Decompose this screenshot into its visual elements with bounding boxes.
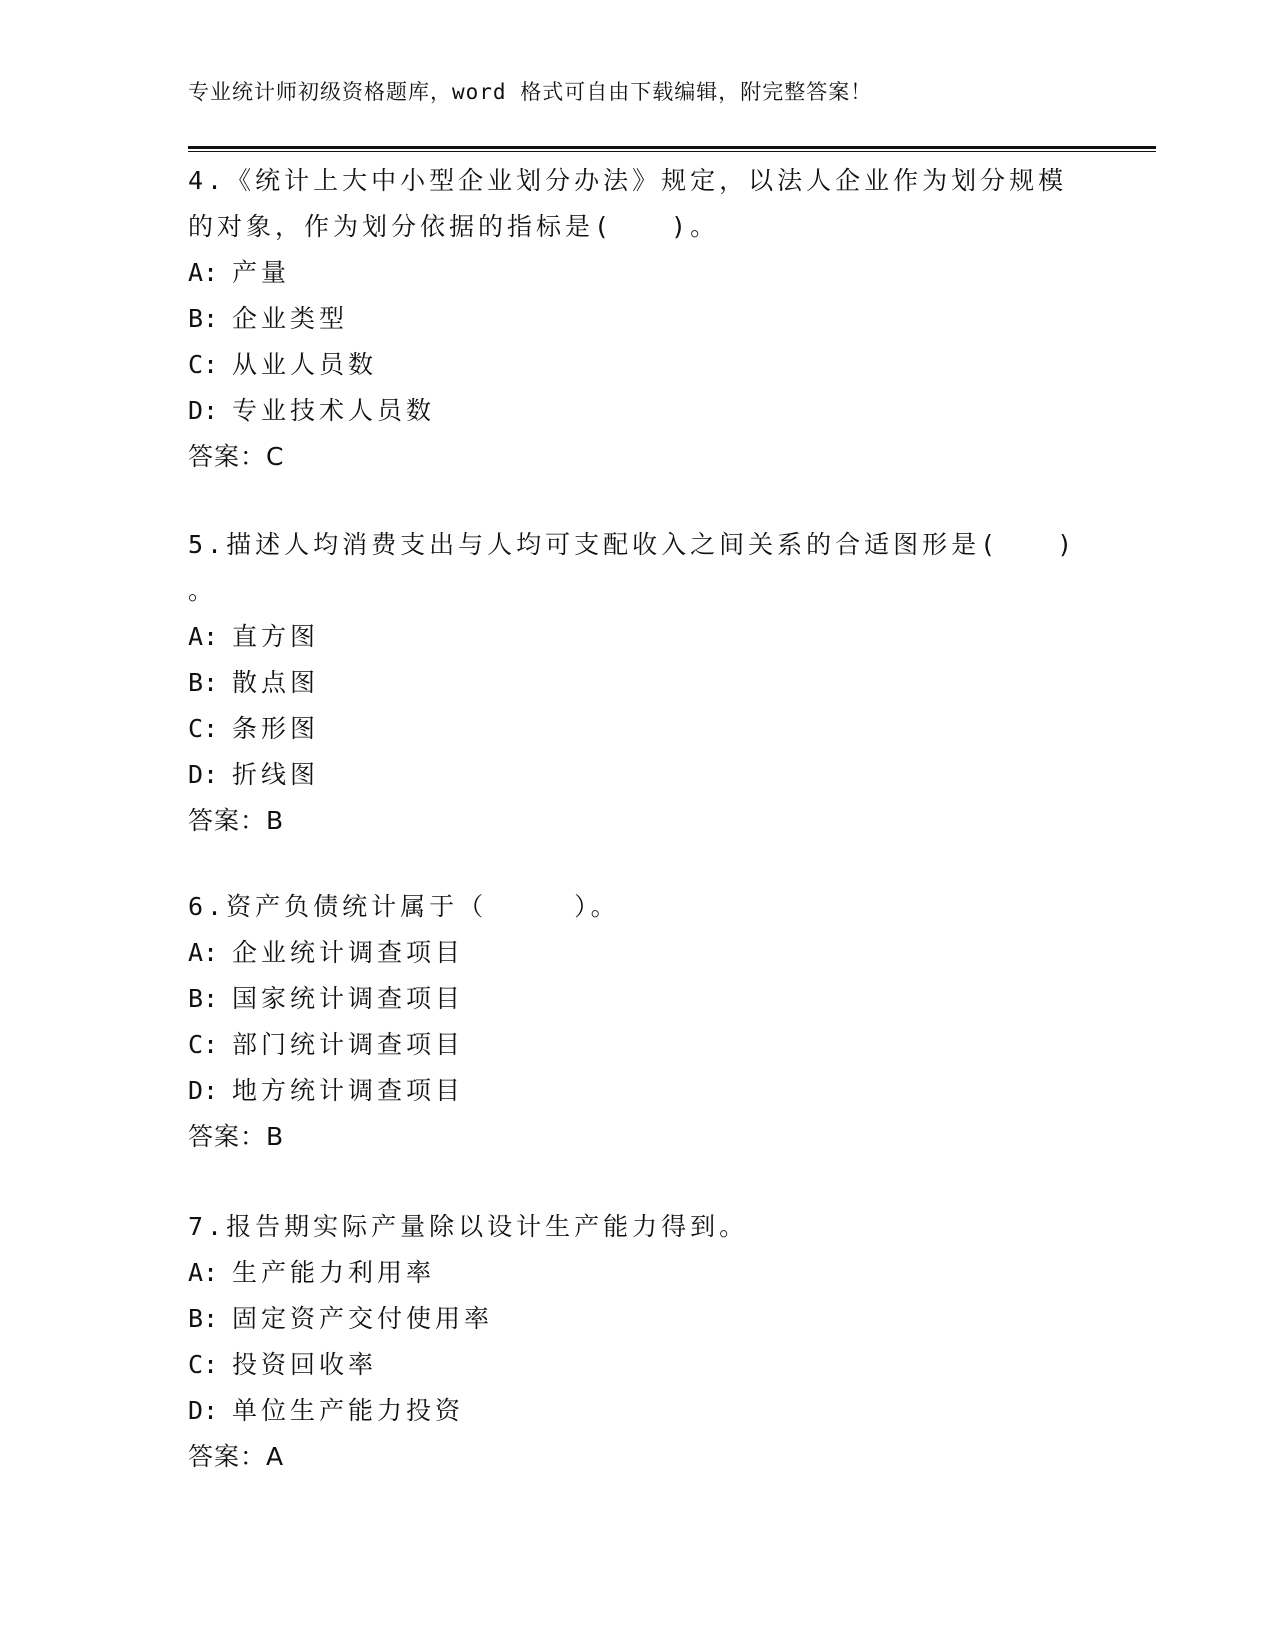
question-text-line: 7.报告期实际产量除以设计生产能力得到。 [188, 1212, 749, 1241]
option-key: A: [188, 258, 219, 287]
question-6 [188, 884, 1088, 1160]
option-a [188, 614, 1088, 660]
option-key: D: [188, 1076, 219, 1105]
option-c [188, 706, 1088, 752]
question-4 [188, 158, 1088, 480]
option-c [188, 1022, 1088, 1068]
option-d [188, 1068, 1088, 1114]
option-text: 国家统计调查项目 [232, 984, 465, 1013]
answer [188, 1434, 1088, 1480]
option-text: 从业人员数 [232, 350, 378, 379]
option-key: B: [188, 984, 219, 1013]
option-key: C: [188, 714, 219, 743]
header-divider-thick [188, 146, 1156, 149]
answer-label: 答案： [188, 1122, 267, 1151]
option-c [188, 342, 1088, 388]
option-key: B: [188, 304, 219, 333]
option-key: D: [188, 396, 219, 425]
question-text-line: 的对象，作为划分依据的指标是( )。 [188, 212, 720, 241]
option-d [188, 1388, 1088, 1434]
option-text: 生产能力利用率 [232, 1258, 436, 1287]
option-text: 投资回收率 [232, 1350, 378, 1379]
answer-value: B [266, 806, 285, 835]
option-text: 企业类型 [232, 304, 349, 333]
question-text-line: 6.资产负债统计属于（ ）。 [188, 892, 620, 921]
option-key: B: [188, 1304, 219, 1333]
option-a [188, 250, 1088, 296]
option-b [188, 1296, 1088, 1342]
option-key: C: [188, 1030, 219, 1059]
option-d [188, 752, 1088, 798]
option-text: 条形图 [232, 714, 320, 743]
option-text: 部门统计调查项目 [232, 1030, 465, 1059]
question-text-line: 4.《统计上大中小型企业划分办法》规定，以法人企业作为划分规模 [188, 166, 1068, 195]
question-text-line: 。 [188, 576, 218, 605]
option-text: 专业技术人员数 [232, 396, 436, 425]
answer [188, 798, 1088, 844]
option-a [188, 1250, 1088, 1296]
answer [188, 1114, 1088, 1160]
option-key: D: [188, 1396, 219, 1425]
option-key: A: [188, 1258, 219, 1287]
option-text: 散点图 [232, 668, 320, 697]
option-b [188, 296, 1088, 342]
option-text: 地方统计调查项目 [232, 1076, 465, 1105]
option-key: D: [188, 760, 219, 789]
header-divider-thin [188, 151, 1156, 152]
option-key: C: [188, 350, 219, 379]
answer-value: A [266, 1442, 285, 1471]
answer-value: C [266, 442, 285, 471]
answer-value: B [266, 1122, 285, 1151]
page-header: 专业统计师初级资格题库，word 格式可自由下载编辑，附完整答案！ [188, 80, 873, 104]
question-5 [188, 522, 1088, 844]
answer [188, 434, 1088, 480]
option-a [188, 930, 1088, 976]
option-key: A: [188, 938, 219, 967]
option-b [188, 976, 1088, 1022]
option-text: 折线图 [232, 760, 320, 789]
option-b [188, 660, 1088, 706]
answer-label: 答案： [188, 806, 267, 835]
option-text: 直方图 [232, 622, 320, 651]
option-key: A: [188, 622, 219, 651]
option-d [188, 388, 1088, 434]
option-c [188, 1342, 1088, 1388]
question-7 [188, 1204, 1088, 1480]
answer-label: 答案： [188, 442, 267, 471]
option-text: 企业统计调查项目 [232, 938, 465, 967]
answer-label: 答案： [188, 1442, 267, 1471]
option-text: 产量 [232, 258, 291, 287]
option-text: 固定资产交付使用率 [232, 1304, 494, 1333]
question-text-line: 5.描述人均消费支出与人均可支配收入之间关系的合适图形是( ) [188, 530, 1077, 559]
option-key: B: [188, 668, 219, 697]
option-key: C: [188, 1350, 219, 1379]
option-text: 单位生产能力投资 [232, 1396, 465, 1425]
